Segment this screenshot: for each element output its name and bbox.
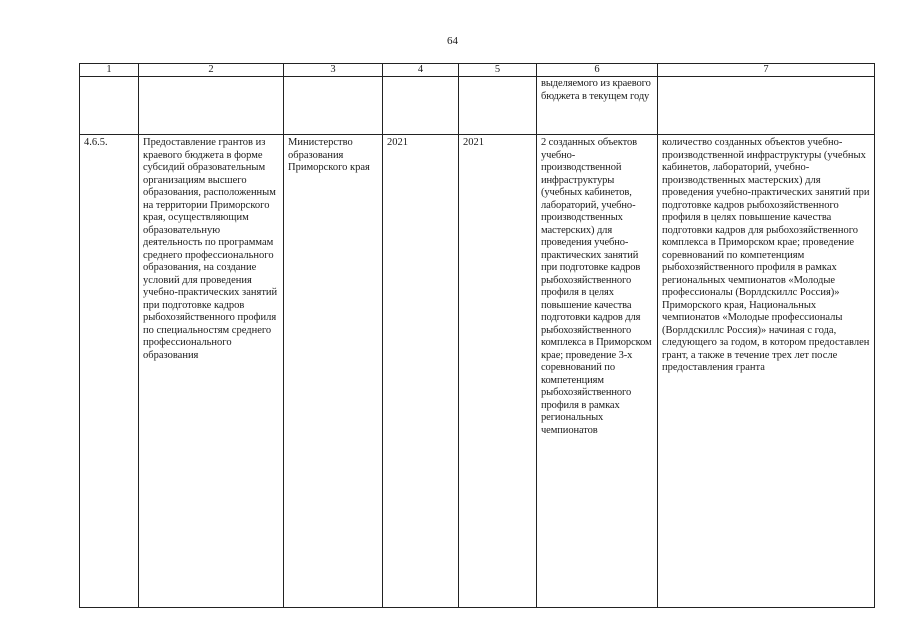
continuation-cell-4 [383,77,459,135]
item-start-year: 2021 [383,135,459,608]
item-responsible: Министерство образования Приморского края [284,135,383,608]
table-header-row [80,64,875,77]
document-table [79,63,875,608]
column-header-1: 1 [80,64,139,77]
column-header-2: 2 [139,64,284,77]
continuation-cell-5 [459,77,537,135]
item-end-year: 2021 [459,135,537,608]
table-row [80,135,875,608]
column-header-7: 7 [658,64,875,77]
continuation-row [80,77,875,135]
continuation-cell-7 [658,77,875,135]
item-description: Предоставление грантов из краевого бюджета в форме субсидий образовательным организациям высшего образования, расположенным на территории Приморского края, осуществляющим образовательную деятельность по программам среднего профессионального образования, на создание условий для проведения учебно-практических занятий при подготовке кадров рыбохозяйственного профиля по специальностям среднего профессионального образования [139,135,284,608]
column-header-3: 3 [284,64,383,77]
page-number: 64 [447,35,458,47]
column-header-6: 6 [537,64,658,77]
continuation-cell-6: выделяемого из краевого бюджета в текущем году [537,77,658,135]
column-header-5: 5 [459,64,537,77]
continuation-cell-3 [284,77,383,135]
item-indicator: количество созданных объектов учебно-производственной инфраструктуры (учебных кабинетов, лабораторий, учебно-производственных мастерских) для проведения учебно-практических занятий при подготовке кадров рыбохозяйственного профиля в целях повышение качества подготовки кадров для рыбохозяйственного комплекса в Приморском крае; проведение соревнований по компетенциям рыбохозяйственного профиля в рамках региональных чемпионатов «Молодые профессионалы (Ворлдскиллс Россия)» Приморского края, Национальных чемпионатов «Молодые профессионалы (Ворлдскиллс Россия)» начиная с года, следующего за годом, в котором предоставлен грант, а также в течение трех лет после предоставления гранта [658,135,875,608]
continuation-cell-1 [80,77,139,135]
item-result: 2 созданных объектов учебно-производственной инфраструктуры (учебных кабинетов, лабораторий, учебно-производственных мастерских) для проведения учебно-практических занятий при подготовке кадров рыбохозяйственного профиля в целях повышение качества подготовки кадров для рыбохозяйственного комплекса в Приморском крае; проведение 3-х соревнований по компетенциям рыбохозяйственного профиля в рамках региональных чемпионатов [537,135,658,608]
item-number: 4.6.5. [80,135,139,608]
continuation-cell-2 [139,77,284,135]
column-header-4: 4 [383,64,459,77]
